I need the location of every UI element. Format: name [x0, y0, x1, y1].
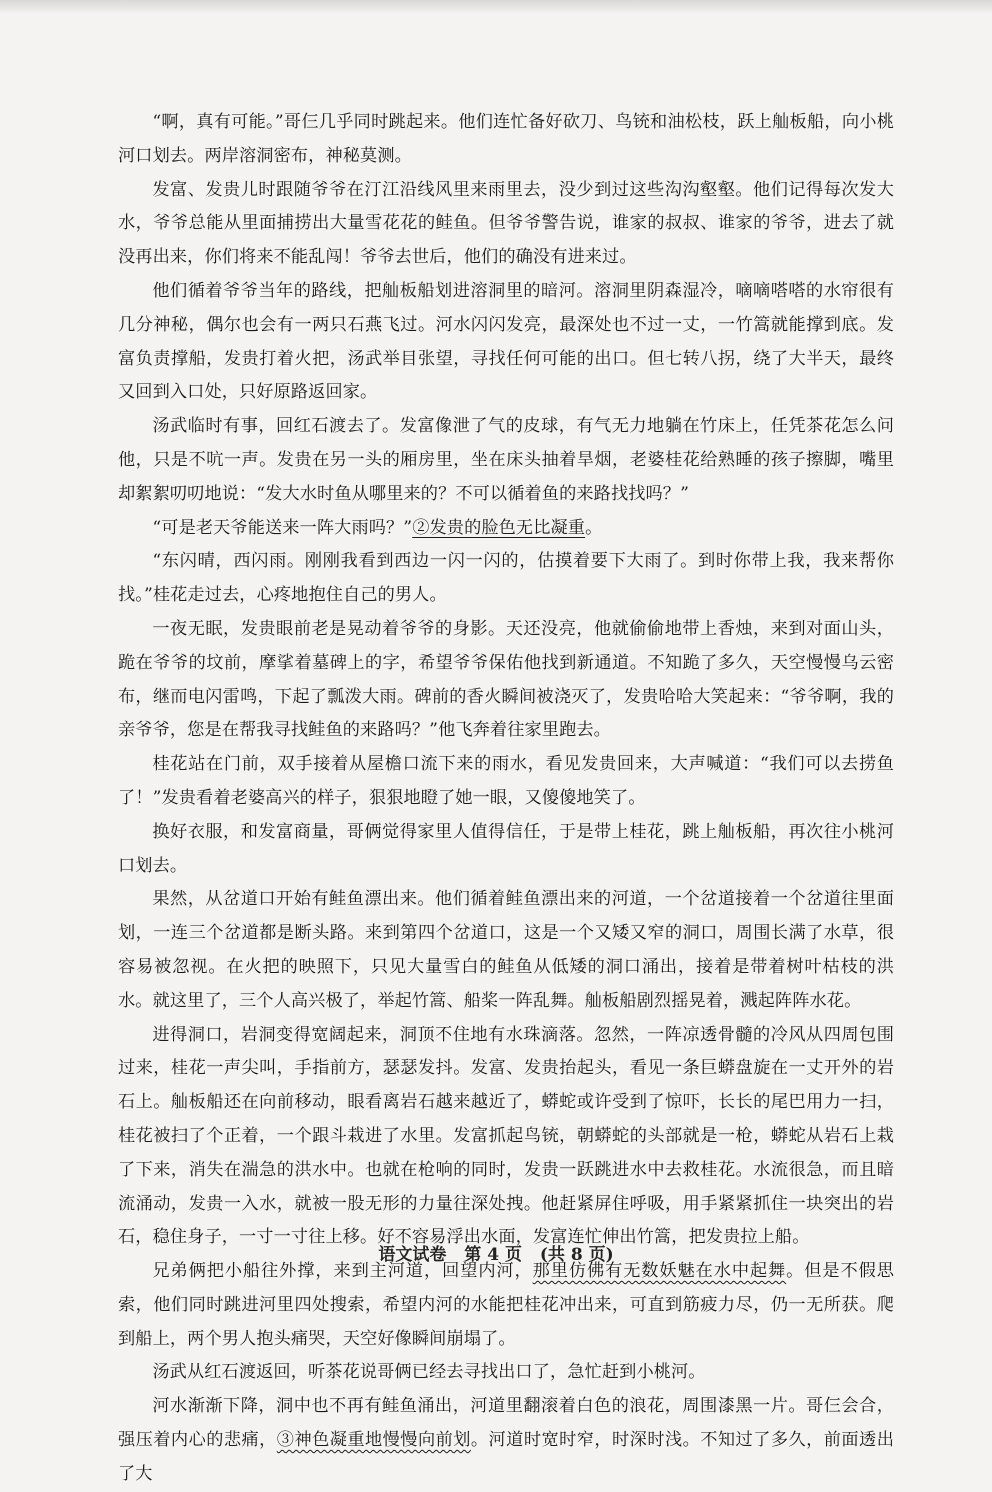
- paragraph-text: 汤武从红石渡返回，听茶花说哥俩已经去寻找出口了，急忙赶到小桃河。: [152, 1362, 706, 1383]
- paragraph-text: 发富、发贵儿时跟随爷爷在汀江沿线风里来雨里去，没少到过这些沟沟壑壑。他们记得每次发大水，爷爷总能从里面捕捞出大量雪花花的鲑鱼。但爷爷警告说，谁家的叔叔、谁家的爷爷，进去了就没再出来，你们将来不能乱闯！爷爷去世后，他们的确没有进来过。: [118, 179, 894, 268]
- wavy-underlined-phrase: ③神色凝重地慢慢向前划: [276, 1430, 471, 1451]
- page-footer: [0, 1240, 992, 1265]
- paragraph-text: 兄弟俩把小船往外撑，来到主河道，回望内河，: [152, 1261, 533, 1282]
- footer-page-number: 第 4 页: [464, 1245, 522, 1265]
- paragraph-text: 汤武临时有事，回红石渡去了。发富像泄了气的皮球，有气无力地躺在竹床上，任凭茶花怎么问他，只是不吭一声。发贵在另一头的厢房里，坐在床头抽着旱烟，老婆桂花给熟睡的孩子擦脚，嘴里却絮絮叨叨地说：“发大水时鱼从哪里来的？不可以循着鱼的来路找找吗？”: [118, 416, 894, 504]
- paragraph-text: 果然，从岔道口开始有鲑鱼漂出来。他们循着鲑鱼漂出来的河道，一个岔道接着一个岔道往里面划，一连三个岔道都是断头路。来到第四个岔道口，这是一个又矮又窄的洞口，周围长满了水草，很容易被忽视。在火把的映照下，只见大量雪白的鲑鱼从低矮的洞口涌出，接着是带着树叶枯枝的洪水。就这里了，三个人高兴极了，举起竹篙、船桨一阵乱舞。舢板船剧烈摇晃着，溅起阵阵水花。: [118, 889, 894, 1011]
- paragraph-text: 换好衣服，和发富商量，哥俩觉得家里人值得信任，于是带上桂花，跳上舢板船，再次往小桃河口划去。: [118, 821, 894, 876]
- paragraph: [118, 410, 894, 511]
- paragraph-text: 他们循着爷爷当年的路线，把舢板船划进溶洞里的暗河。溶洞里阴森湿冷，嘀嘀嗒嗒的水帘很有几分神秘，偶尔也会有一两只石燕飞过。河水闪闪发亮，最深处也不过一丈，一竹篙就能撑到底。发富负责撑船，发贵打着火把，汤武举目张望，寻找任何可能的出口。但七转八拐，绕了大半天，最终又回到入口处，只好原路返回家。: [118, 280, 894, 403]
- paragraph-text: 河水渐渐下降，洞中也不再有鲑鱼涌出，河道里翻滚着白色的浪花，周围漆黑一片。哥仨会合，强压着内心的悲痛，: [118, 1396, 894, 1451]
- wavy-underlined-phrase: 那里仿佛有无数妖魅在水中起舞: [532, 1261, 787, 1282]
- paragraph: [118, 1019, 894, 1256]
- paragraph-text: 一夜无眠，发贵眼前老是晃动着爷爷的身影。天还没亮，他就偷偷地带上香烛，来到对面山头，跪在爷爷的坟前，摩挲着墓碑上的字，希望爷爷保佑他找到新通道。不知跪了多久，天空慢慢乌云密布，继而电闪雷鸣，下起了瓢泼大雨。碑前的香火瞬间被浇灭了，发贵哈哈大笑起来：“爷爷啊，我的亲爷爷，您是在帮我寻找鲑鱼的来路吗？”他飞奔着往家里跑去。: [118, 618, 894, 741]
- underlined-phrase: ②发贵的脸色无比凝重: [412, 517, 586, 538]
- paragraph-text: “啊，真有可能。”哥仨几乎同时跳起来。他们连忙备好砍刀、鸟铳和油松枝，跃上舢板船，向小桃河口划去。两岸溶洞密布，神秘莫测。: [118, 112, 894, 166]
- paragraph-text: 进得洞口，岩洞变得宽阔起来，洞顶不住地有水珠滴落。忽然，一阵凉透骨髓的冷风从四周包围过来，桂花一声尖叫，手指前方，瑟瑟发抖。发富、发贵抬起头，看见一条巨蟒盘旋在一丈开外的岩石上。舢板船还在向前移动，眼看离岩石越来越近了，蟒蛇或许受到了惊吓，长长的尾巴用力一扫，桂花被扫了个正着，一个跟斗栽进了水里。发富抓起鸟铳，朝蟒蛇的头部就是一枪，蟒蛇从岩石上栽了下来，消失在湍急的洪水中。也就在枪响的同时，发贵一跃跳进水中去救桂花。水流很急，而且暗流涌动，发贵一入水，就被一股无形的力量往深处拽。他赶紧屏住呼吸，用手紧紧抓住一块突出的岩石，稳住身子，一寸一寸往上移。好不容易浮出水面，发富连忙伸出竹篙，把发贵拉上船。: [118, 1024, 894, 1248]
- footer-page-total: (共 8 页): [539, 1245, 614, 1265]
- paragraph: [118, 512, 894, 546]
- paragraph: [118, 275, 894, 410]
- footer-subject: 语文试卷: [378, 1245, 447, 1265]
- paragraph: [118, 545, 894, 613]
- document-body: [118, 106, 894, 1492]
- paragraph-text: “东闪晴，西闪雨。刚刚我看到西边一闪一闪的，估摸着要下大雨了。到时你带上我，我来帮你找。”桂花走过去，心疼地抱住自己的男人。: [118, 551, 894, 606]
- paragraph: [118, 1390, 894, 1491]
- paragraph-text: “可是老天爷能送来一阵大雨吗？”: [152, 517, 413, 538]
- paragraph-text: 桂花站在门前，双手接着从屋檐口流下来的雨水，看见发贵回来，大声喊道：“我们可以去捞鱼了！”发贵看着老婆高兴的样子，狠狠地瞪了她一眼，又傻傻地笑了。: [118, 754, 894, 808]
- scan-edge: [0, 0, 992, 14]
- paragraph: [118, 748, 894, 816]
- paragraph: [118, 816, 894, 884]
- paragraph: [118, 1255, 894, 1356]
- paragraph: [118, 613, 894, 748]
- paragraph-text: 。但是不假思索，他们同时跳进河里四处搜索，希望内河的水能把桂花冲出来，可直到筋疲力尽，仍一无所获。爬到船上，两个男人抱头痛哭，天空好像瞬间崩塌了。: [118, 1261, 894, 1349]
- paragraph-text: 。: [585, 517, 603, 538]
- paragraph: [118, 174, 894, 275]
- paragraph: [118, 883, 894, 1018]
- paragraph-text: 。河道时宽时窄，时深时浅。不知过了多久，前面透出了大: [118, 1430, 894, 1484]
- paragraph: [118, 1356, 894, 1390]
- paragraph: [118, 106, 894, 174]
